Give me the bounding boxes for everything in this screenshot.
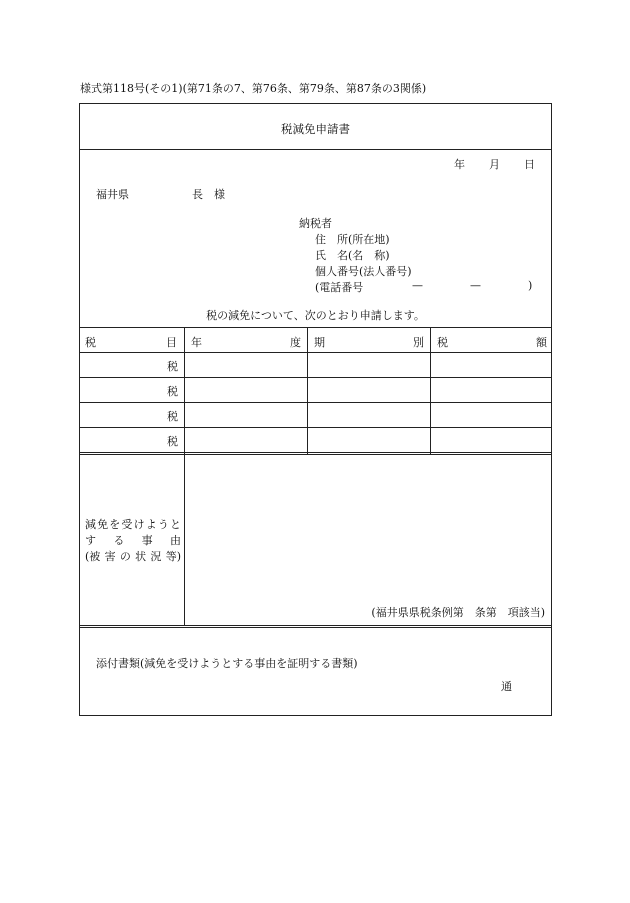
addressee-head: 長 様 [192, 188, 225, 201]
row-tax-item: 税 [167, 435, 178, 448]
row-tax-item: 税 [167, 410, 178, 423]
row-tax-item: 税 [167, 385, 178, 398]
addressee-prefecture: 福井県 [96, 188, 129, 201]
taxpayer-label: 納税者 [299, 217, 332, 230]
reason-label-line-3: (被 害 の 状 況 等) [85, 550, 181, 563]
taxpayer-address-label: 住 所(所在地) [315, 233, 390, 246]
form-header: 様式第118号(その1)(第71条の7、第76条、第79条、第87条の3関係) [80, 82, 427, 95]
application-form [79, 103, 552, 716]
phone-dash-1: — [412, 279, 423, 292]
reason-label-line-2: す る 事 由 [85, 534, 181, 547]
date-year-label: 年 [454, 158, 465, 171]
form-title: 税減免申請書 [281, 122, 350, 136]
reason-label-line-1: 減 免 を 受 け よ う と [85, 518, 181, 531]
attachments-count-unit: 通 [501, 680, 512, 693]
reason-ordinance-reference: (福井県県税条例第 条第 項該当) [371, 606, 545, 619]
phone-dash-2: — [470, 279, 481, 292]
taxpayer-phone-label: (電話番号 [315, 281, 364, 294]
row-tax-item: 税 [167, 360, 178, 373]
application-statement: 税の減免について、次のとおり申請します。 [206, 309, 425, 322]
header-tax-amount: 税 額 [437, 336, 547, 349]
attachments-label: 添付書類(減免を受けようとする事由を証明する書類) [96, 657, 358, 670]
header-fiscal-year: 年 度 [191, 336, 301, 349]
date-day-label: 日 [524, 158, 535, 171]
taxpayer-name-label: 氏 名(名 称) [315, 249, 390, 262]
divider [80, 149, 551, 150]
phone-close-paren: ) [528, 279, 533, 292]
date-month-label: 月 [489, 158, 500, 171]
taxpayer-id-number-label: 個人番号(法人番号) [315, 265, 412, 278]
header-tax-item: 税 目 [85, 336, 177, 349]
reason-label [85, 517, 181, 565]
header-period: 期 別 [314, 336, 424, 349]
